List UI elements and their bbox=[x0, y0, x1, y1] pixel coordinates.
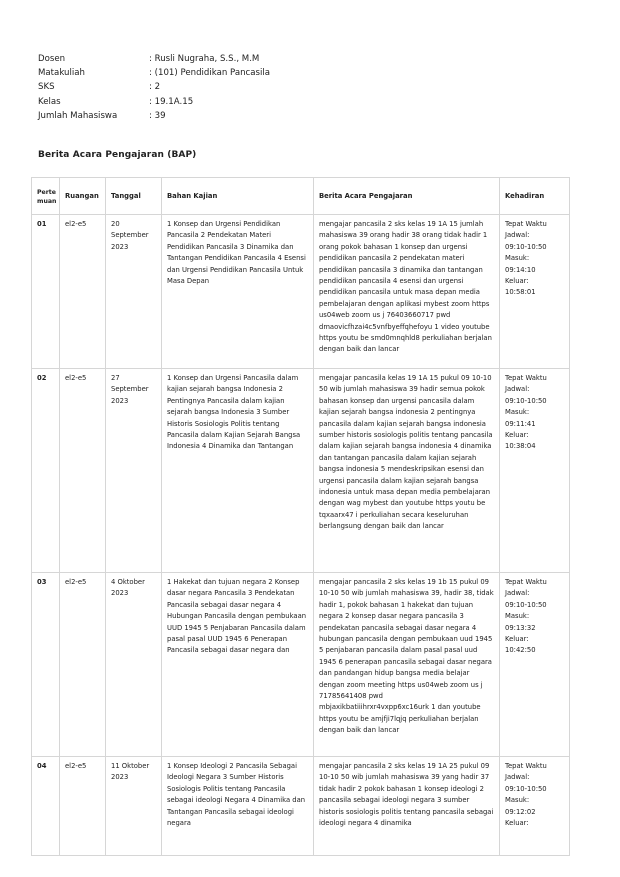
cell-ruangan: el2-e5 bbox=[60, 757, 106, 856]
jadwal-time: 09:10-10:50 bbox=[505, 784, 547, 793]
keluar-label: Keluar: bbox=[505, 277, 529, 286]
masuk-label: Masuk: bbox=[505, 796, 530, 805]
cell-pertemuan: 02 bbox=[32, 369, 60, 573]
masuk-time: 09:13:32 bbox=[505, 623, 536, 632]
cell-pertemuan: 01 bbox=[32, 215, 60, 369]
dosen-label: Dosen bbox=[38, 54, 66, 64]
jumlah-mahasiswa-label: Jumlah Mahasiswa bbox=[38, 110, 118, 121]
course-info bbox=[38, 52, 270, 123]
info-row-matakuliah bbox=[38, 66, 270, 80]
table-row bbox=[32, 215, 570, 369]
cell-tanggal: 4 Oktober 2023 bbox=[106, 573, 162, 757]
info-row-jumlah bbox=[38, 109, 270, 123]
matakuliah-label: Matakuliah bbox=[38, 68, 85, 79]
jadwal-label: Jadwal: bbox=[505, 773, 530, 782]
cell-kehadiran bbox=[500, 757, 570, 856]
cell-kehadiran bbox=[500, 573, 570, 757]
header-berita-acara: Berita Acara Pengajaran bbox=[314, 178, 500, 215]
table-row bbox=[32, 573, 570, 757]
cell-bahan-kajian: 1 Konsep dan Urgensi Pancasila dalam kajian sejarah bangsa Indonesia 2 Pentingnya Pancasila dalam kajian sejarah bangsa Indonesia 3 Sumber Historis Sosiologis Politis tentang Pancasila dalam Kajian Sejarah Bangsa Indonesia 4 Dinamika dan Tantangan bbox=[162, 369, 314, 573]
jadwal-label: Jadwal: bbox=[505, 589, 530, 598]
cell-berita-acara: mengajar pancasila kelas 19 1A 15 pukul 09 10-10 50 wib jumlah mahasiswa 39 hadir semua pokok bahasan konsep dan urgensi pancasila dalam kajian sejarah bangsa indonesia 2 pentingnya pancasila dalam kajian sejarah bangsa indonesia sumber historis sosiologis politis tentang pancasila dalam kajian sejarah bangsa indonesia 4 dinamika dan tantangan pancasila dalam kajian sejarah bangsa indonesia 5 mendeskripsikan esensi dan urgensi pancasila dalam kajian sejarah bangsa indonesia untuk masa depan media pembelajaran dengan wag mybest dan youtube https youtu be tqxaarx47 i perkuliahan secara keseluruhan berlangsung dengan baik dan lancar bbox=[314, 369, 500, 573]
keluar-label: Keluar: bbox=[505, 819, 529, 828]
jadwal-time: 09:10-10:50 bbox=[505, 600, 547, 609]
keluar-time: 10:42:50 bbox=[505, 646, 536, 655]
info-row-dosen bbox=[38, 52, 270, 66]
matakuliah-value: : (101) Pendidikan Pancasila bbox=[149, 68, 271, 79]
kelas-value: : 19.1A.15 bbox=[149, 96, 194, 107]
section-title: Berita Acara Pengajaran (BAP) bbox=[38, 150, 197, 160]
cell-bahan-kajian: 1 Konsep dan Urgensi Pendidikan Pancasila 2 Pendekatan Materi Pendidikan Pancasila 3 Dinamika dan Tantangan Pendidikan Pancasila 4 Esensi dan Urgensi Pendidikan Pancasila Untuk Masa Depan bbox=[162, 215, 314, 369]
keluar-time: 10:38:04 bbox=[505, 442, 536, 451]
header-bahan-kajian: Bahan Kajian bbox=[162, 178, 314, 215]
header-tanggal: Tanggal bbox=[106, 178, 162, 215]
cell-pertemuan: 03 bbox=[32, 573, 60, 757]
info-row-sks bbox=[38, 80, 270, 94]
masuk-label: Masuk: bbox=[505, 254, 530, 263]
cell-kehadiran bbox=[500, 369, 570, 573]
cell-bahan-kajian: 1 Hakekat dan tujuan negara 2 Konsep dasar negara Pancasila 3 Pendekatan Pancasila sebagai dasar negara 4 Hubungan Pancasila dengan pembukaan UUD 1945 5 Penjabaran Pancasila dalam pasal pasal UUD 1945 6 Penerapan Pancasila sebagai dasar negara dan bbox=[162, 573, 314, 757]
bap-table bbox=[31, 177, 570, 856]
table-row bbox=[32, 757, 570, 856]
kehadiran-status: Tepat Waktu bbox=[505, 578, 547, 586]
jadwal-label: Jadwal: bbox=[505, 385, 530, 394]
cell-berita-acara: mengajar pancasila 2 sks kelas 19 1b 15 pukul 09 10-10 50 wib jumlah mahasiswa 39, hadir 38, tidak hadir 1, pokok bahasan 1 hakekat dan tujuan negara 2 konsep dasar negara pancasila 3 pendekatan pancasila sebagai dasar negara 4 hubungan pancasila dengan pembukaan uud 1945 5 penjabaran pancasila dalam pasal pasal uud 1945 6 penerapan pancasila sebagai dasar negara dan pandangan hidup bangsa media belajar dengan zoom meeting https us04web zoom us j 71785641408 pwd mbjaxikbatiiihrxr4vxpp6xc16urk 1 dan youtube https youtu be amjfji7lqjq perkuliahan berjalan dengan baik dan lancar bbox=[314, 573, 500, 757]
cell-berita-acara: mengajar pancasila 2 sks kelas 19 1A 15 jumlah mahasiswa 39 orang hadir 38 orang tidak hadir 1 orang pokok bahasan 1 konsep dan urgensi pendidikan pancasila 2 pendekatan materi pendidikan pancasila 3 dinamika dan tantangan pendidikan pancasila 4 esensi dan urgensi pendidikan pancasila untuk masa depan media pembelajaran dengan aplikasi mybest zoom https us04web zoom us j 76403660717 pwd dmaovicfhzai4c5vnfbyeffqhefoyu 1 video youtube https youtu be smd0mnqhld8 perkuliahan berjalan dengan baik dan lancar bbox=[314, 215, 500, 369]
cell-tanggal: 27 September 2023 bbox=[106, 369, 162, 573]
masuk-time: 09:12:02 bbox=[505, 807, 536, 816]
cell-ruangan: el2-e5 bbox=[60, 573, 106, 757]
kehadiran-status: Tepat Waktu bbox=[505, 374, 547, 382]
keluar-label: Keluar: bbox=[505, 635, 529, 644]
cell-ruangan: el2-e5 bbox=[60, 369, 106, 573]
sks-label: SKS bbox=[38, 82, 55, 93]
keluar-time: 10:58:01 bbox=[505, 288, 536, 297]
dosen-value: : Rusli Nugraha, S.S., M.M bbox=[149, 54, 260, 64]
table-header-row bbox=[32, 178, 570, 215]
cell-bahan-kajian: 1 Konsep Ideologi 2 Pancasila Sebagai Ideologi Negara 3 Sumber Historis Sosiologis Politis tentang Pancasila sebagai ideologi Negara 4 Dinamika dan Tantangan Pancasila sebagai ideologi negara bbox=[162, 757, 314, 856]
masuk-label: Masuk: bbox=[505, 408, 530, 417]
cell-berita-acara: mengajar pancasila 2 sks kelas 19 1A 25 pukul 09 10-10 50 wib jumlah mahasiswa 39 yang hadir 37 tidak hadir 2 pokok bahasan 1 konsep ideologi 2 pancasila sebagai ideologi negara 3 sumber historis sosiologis politis tentang pancasila sebagai ideologi negara 4 dinamika bbox=[314, 757, 500, 856]
masuk-label: Masuk: bbox=[505, 612, 530, 621]
cell-kehadiran bbox=[500, 215, 570, 369]
cell-pertemuan: 04 bbox=[32, 757, 60, 856]
kehadiran-status: Tepat Waktu bbox=[505, 762, 547, 770]
kelas-label: Kelas bbox=[38, 96, 61, 107]
header-kehadiran: Kehadiran bbox=[500, 178, 570, 215]
jadwal-label: Jadwal: bbox=[505, 231, 530, 240]
masuk-time: 09:11:41 bbox=[505, 419, 536, 428]
jadwal-time: 09:10-10:50 bbox=[505, 242, 547, 251]
table-row bbox=[32, 369, 570, 573]
cell-ruangan: el2-e5 bbox=[60, 215, 106, 369]
jadwal-time: 09:10-10:50 bbox=[505, 396, 547, 405]
header-pertemuan-line2: muan bbox=[37, 198, 57, 205]
header-pertemuan-line1: Perte bbox=[37, 189, 56, 196]
keluar-label: Keluar: bbox=[505, 431, 529, 440]
header-ruangan: Ruangan bbox=[60, 178, 106, 215]
info-row-kelas bbox=[38, 95, 270, 109]
cell-tanggal: 20 September 2023 bbox=[106, 215, 162, 369]
sks-value: : 2 bbox=[149, 82, 161, 93]
masuk-time: 09:14:10 bbox=[505, 265, 536, 274]
cell-tanggal: 11 Oktober 2023 bbox=[106, 757, 162, 856]
kehadiran-status: Tepat Waktu bbox=[505, 220, 547, 228]
header-pertemuan bbox=[32, 178, 60, 215]
jumlah-mahasiswa-value: : 39 bbox=[149, 110, 166, 121]
